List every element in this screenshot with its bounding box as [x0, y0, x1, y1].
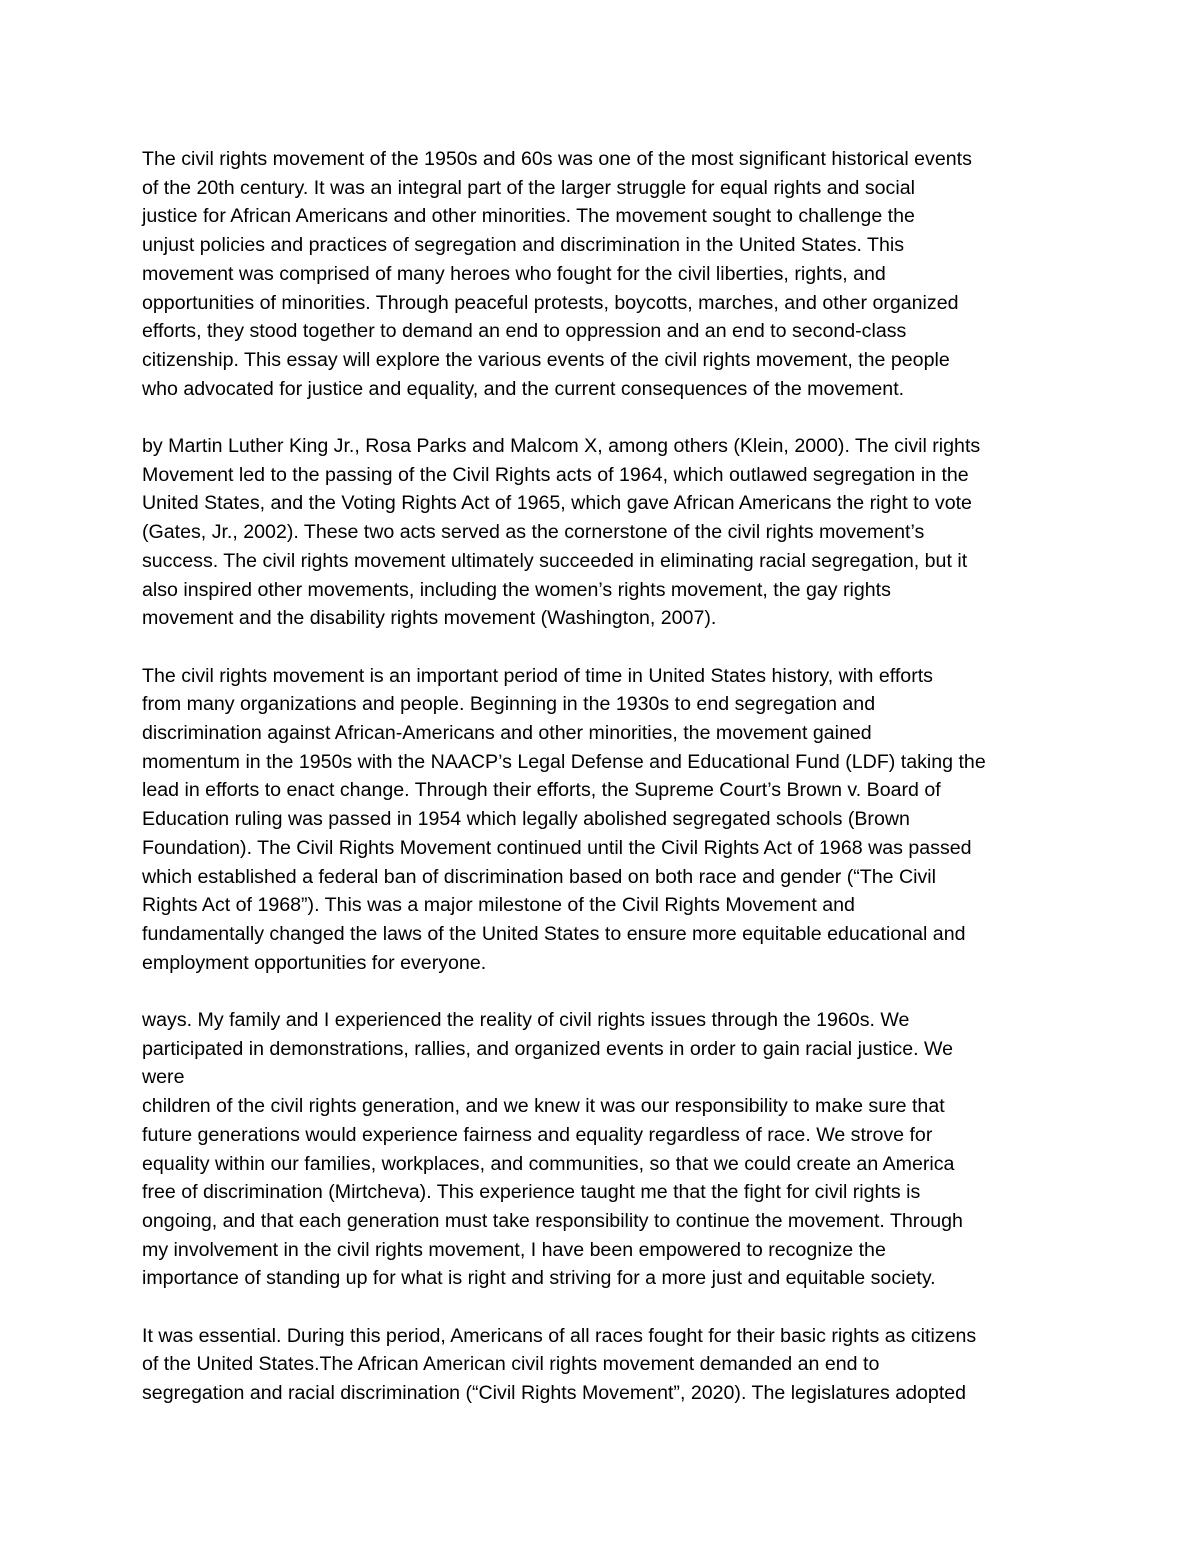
text-line: ongoing, and that each generation must take responsibility to continue the movement. Through: [142, 1209, 963, 1232]
text-line: lead in efforts to enact change. Through their efforts, the Supreme Court’s Brown v. Board of: [142, 779, 941, 802]
text-line: segregation and racial discrimination (“Civil Rights Movement”, 2020). The legislatures adopted: [142, 1382, 967, 1405]
text-line: movement and the disability rights movement (Washington, 2007).: [142, 607, 717, 630]
text-line: who advocated for justice and equality, and the current consequences of the movement.: [142, 377, 905, 400]
paragraph-history: [142, 662, 1072, 978]
text-line: Rights Act of 1968”). This was a major milestone of the Civil Rights Movement and: [142, 894, 855, 917]
text-line: future generations would experience fairness and equality regardless of race. We strove for: [142, 1123, 933, 1146]
text-line: Education ruling was passed in 1954 which legally abolished segregated schools (Brown: [142, 808, 910, 831]
paragraph-gap: [142, 403, 1072, 432]
text-line: participated in demonstrations, rallies, and organized events in order to gain racial justice. We: [142, 1037, 954, 1060]
text-line: from many organizations and people. Beginning in the 1930s to end segregation and: [142, 693, 876, 716]
text-line: opportunities of minorities. Through peaceful protests, boycotts, marches, and other organized: [142, 291, 959, 314]
paragraph-gap: [142, 977, 1072, 1006]
text-line: employment opportunities for everyone.: [142, 951, 487, 974]
text-line: by Martin Luther King Jr., Rosa Parks and Malcom X, among others (Klein, 2000). The civil rights: [142, 435, 981, 458]
text-line: of the United States.The African American civil rights movement demanded an end to: [142, 1353, 880, 1376]
text-line: citizenship. This essay will explore the various events of the civil rights movement, the people: [142, 348, 950, 371]
paragraph-intro: [142, 145, 1072, 403]
text-line: efforts, they stood together to demand an end to oppression and an end to second-class: [142, 320, 907, 343]
text-line: ways. My family and I experienced the reality of civil rights issues through the 1960s. We: [142, 1009, 910, 1032]
text-line: Foundation). The Civil Rights Movement continued until the Civil Rights Act of 1968 was passed: [142, 836, 972, 859]
text-line: were: [142, 1066, 185, 1089]
paragraph-conclusion: [142, 1322, 1072, 1408]
text-line: children of the civil rights generation, and we knew it was our responsibility to make sure that: [142, 1095, 945, 1118]
text-line: Movement led to the passing of the Civil Rights acts of 1964, which outlawed segregation in the: [142, 463, 969, 486]
text-line: also inspired other movements, including the women’s rights movement, the gay rights: [142, 578, 891, 601]
text-line: of the 20th century. It was an integral part of the larger struggle for equal rights and social: [142, 176, 915, 199]
document-body: [142, 145, 1072, 1408]
text-line: movement was comprised of many heroes who fought for the civil liberties, rights, and: [142, 262, 886, 285]
text-line: my involvement in the civil rights movement, I have been empowered to recognize the: [142, 1238, 886, 1261]
text-line: (Gates, Jr., 2002). These two acts served as the cornerstone of the civil rights movement’s: [142, 521, 925, 544]
text-line: free of discrimination (Mirtcheva). This experience taught me that the fight for civil rights is: [142, 1181, 921, 1204]
text-line: justice for African Americans and other minorities. The movement sought to challenge the: [142, 205, 915, 228]
text-line: equality within our families, workplaces, and communities, so that we could create an America: [142, 1152, 955, 1175]
paragraph-gap: [142, 633, 1072, 662]
text-line: The civil rights movement is an important period of time in United States history, with efforts: [142, 664, 933, 687]
text-line: importance of standing up for what is right and striving for a more just and equitable society.: [142, 1267, 936, 1290]
paragraph-civil-rights-acts: [142, 432, 1072, 633]
text-line: momentum in the 1950s with the NAACP’s Legal Defense and Educational Fund (LDF) taking the: [142, 750, 986, 773]
text-line: The civil rights movement of the 1950s and 60s was one of the most significant historical events: [142, 148, 972, 170]
text-line: United States, and the Voting Rights Act of 1965, which gave African Americans the right to vote: [142, 492, 972, 515]
paragraph-personal-experience: [142, 1006, 1072, 1293]
text-line: which established a federal ban of discrimination based on both race and gender (“The Civil: [142, 865, 937, 888]
text-line: unjust policies and practices of segregation and discrimination in the United States. This: [142, 234, 905, 257]
text-line: fundamentally changed the laws of the United States to ensure more equitable educational and: [142, 922, 966, 945]
text-line: discrimination against African-Americans and other minorities, the movement gained: [142, 722, 872, 745]
paragraph-gap: [142, 1293, 1072, 1322]
text-line: success. The civil rights movement ultimately succeeded in eliminating racial segregation, but it: [142, 549, 968, 572]
text-line: It was essential. During this period, Americans of all races fought for their basic rights as citizens: [142, 1324, 977, 1347]
